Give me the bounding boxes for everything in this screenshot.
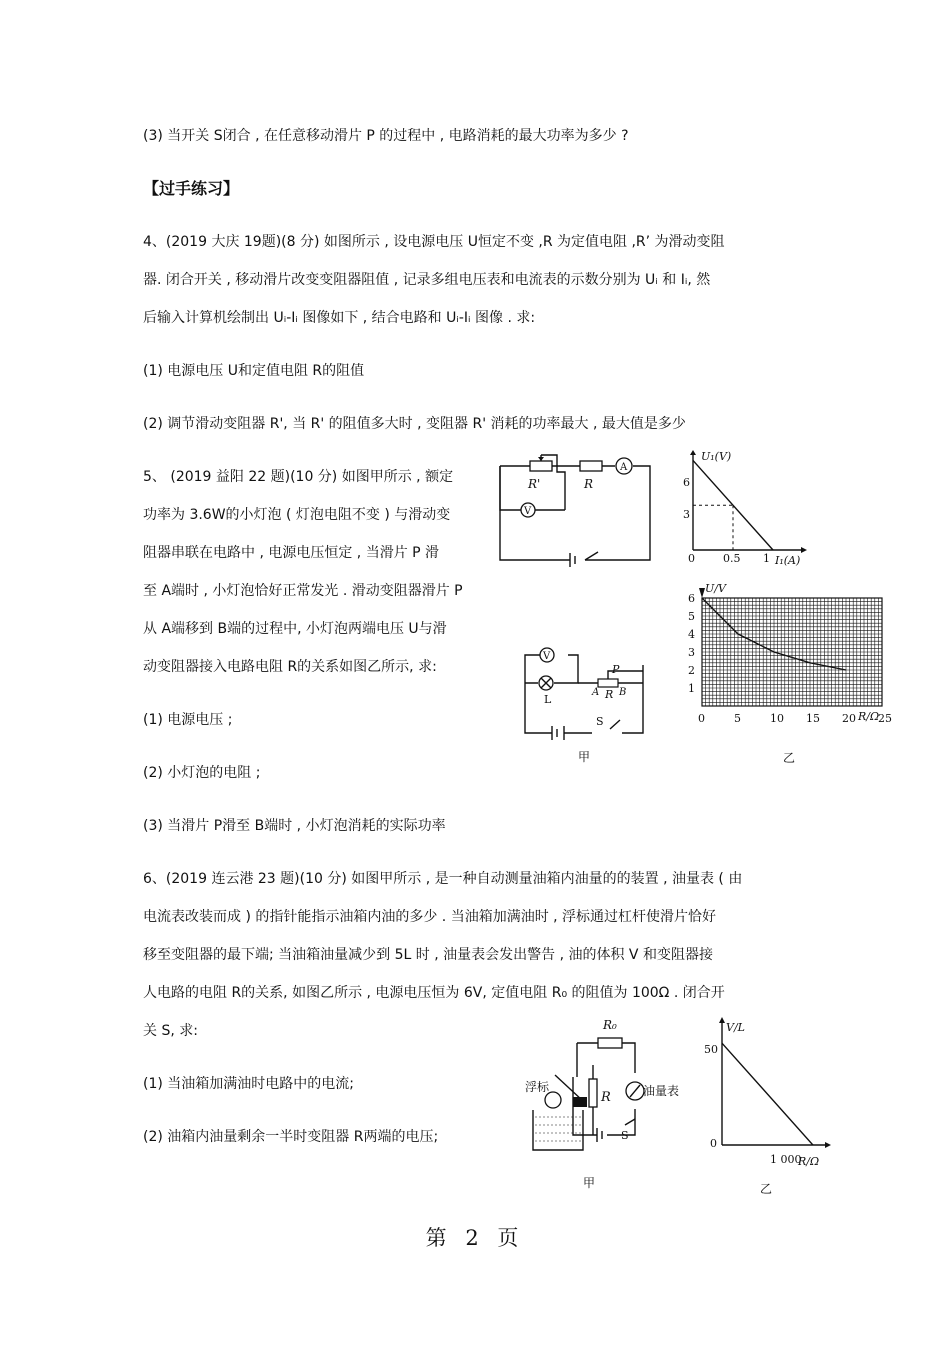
q6-caption-yi: 乙 bbox=[760, 1182, 773, 1196]
q6-xtick-1000: 1 000 bbox=[770, 1153, 802, 1166]
q5-circuit-diagram bbox=[520, 645, 660, 765]
q4-line-2: 器. 闭合开关 , 移动滑片改变变阻器阻值 , 记录多组电压表和电流表的示数分别为 Uᵢ 和 Iᵢ, 然 bbox=[143, 272, 711, 288]
q5-a-label: A bbox=[592, 687, 600, 698]
q6-line-2: 电流表改装而成 ) 的指针能指示油箱内油的多少 . 当油箱加满油时 , 浮标通过杠杆使滑片恰好 bbox=[143, 909, 717, 925]
q5-part1: (1) 电源电压 ; bbox=[143, 712, 233, 728]
q6-data-line bbox=[722, 1043, 813, 1145]
q6-line-5: 关 S, 求: bbox=[143, 1023, 198, 1039]
q6-graph-ylabel: V/L bbox=[726, 1021, 745, 1034]
q5-xtick-label: 15 bbox=[806, 712, 820, 725]
q6-part1: (1) 当油箱加满油时电路中的电流; bbox=[143, 1076, 354, 1092]
q6-switch-label: S bbox=[621, 1129, 629, 1142]
q6-meter-label: 油量表 bbox=[643, 1084, 680, 1098]
page-number: 第 2 页 bbox=[425, 1226, 525, 1250]
q6-r-label: R bbox=[601, 1090, 611, 1105]
q4-ytick-6: 6 bbox=[683, 476, 690, 489]
q5-line-1: 5、 (2019 益阳 22 题)(10 分) 如图甲所示 , 额定 bbox=[143, 469, 454, 485]
q4-ytick-3: 3 bbox=[683, 508, 690, 521]
q5-line-2: 功率为 3.6W的小灯泡 ( 灯泡电阻不变 ) 与滑动变 bbox=[143, 507, 451, 523]
q5-ytick-label: 6 bbox=[688, 592, 695, 605]
q4-ui-graph bbox=[683, 450, 813, 575]
q3-part3: (3) 当开关 S闭合 , 在任意移动滑片 P 的过程中 , 电路消耗的最大功率为多少 ? bbox=[143, 128, 629, 144]
q4-r-label: R bbox=[584, 477, 594, 491]
q4-circuit-diagram bbox=[490, 450, 665, 570]
q6-caption-jia: 甲 bbox=[583, 1176, 596, 1190]
q5-xtick-label: 0 bbox=[698, 712, 705, 725]
q4-xtick-1: 1 bbox=[763, 552, 770, 565]
q5-ytick-label: 4 bbox=[688, 628, 695, 641]
q5-line-4: 至 A端时 , 小灯泡恰好正常发光 . 滑动变阻器滑片 P bbox=[143, 583, 463, 599]
q5-grid bbox=[702, 598, 882, 706]
q5-part3: (3) 当滑片 P滑至 B端时 , 小灯泡消耗的实际功率 bbox=[143, 818, 446, 834]
q4-ammeter-label: A bbox=[620, 462, 628, 473]
q4-line-3: 后输入计算机绘制出 Uᵢ-Iᵢ 图像如下 , 结合电路和 Uᵢ-Iᵢ 图像 . 求: bbox=[143, 310, 536, 326]
q5-ytick-label: 2 bbox=[688, 664, 695, 677]
q5-line-6: 动变阻器接入电路电阻 R的关系如图乙所示, 求: bbox=[143, 659, 437, 675]
q5-graph-xlabel: R/Ω bbox=[858, 710, 880, 723]
q6-r0-label: R₀ bbox=[603, 1018, 617, 1032]
q6-circuit-diagram bbox=[525, 1015, 685, 1195]
q4-line-1: 4、(2019 大庆 19题)(8 分) 如图所示 , 设电源电压 U恒定不变 ,R 为定值电阻 ,R’ 为滑动变阻 bbox=[143, 234, 725, 250]
q5-line-5: 从 A端移到 B端的过程中, 小灯泡两端电压 U与滑 bbox=[143, 621, 447, 637]
q5-xtick-label: 20 bbox=[842, 712, 856, 725]
q5-graph-ylabel: U/V bbox=[705, 582, 726, 595]
section-heading: 【过手练习】 bbox=[143, 179, 240, 198]
q6-ytick-50: 50 bbox=[704, 1043, 718, 1056]
q6-part2: (2) 油箱内油量剩余一半时变阻器 R两端的电压; bbox=[143, 1129, 439, 1145]
q6-origin: 0 bbox=[710, 1137, 717, 1150]
q4-graph-xlabel: I₁(A) bbox=[775, 554, 801, 567]
q5-line-3: 阻器串联在电路中 , 电源电压恒定 , 当滑片 P 滑 bbox=[143, 545, 440, 561]
q4-graph-ylabel: U₁(V) bbox=[701, 450, 732, 463]
q5-switch-label: S bbox=[596, 715, 604, 728]
q5-caption-yi: 乙 bbox=[783, 751, 796, 765]
q5-ytick-label: 3 bbox=[688, 646, 695, 659]
q6-vr-graph bbox=[700, 1015, 840, 1200]
q6-line-3: 移至变阻器的最下端; 当油箱油量减少到 5L 时 , 油量表会发出警告 , 油的体积 V 和变阻器接 bbox=[143, 947, 713, 963]
q4-rprime-label: R' bbox=[528, 477, 541, 491]
q6-float-label: 浮标 bbox=[525, 1080, 550, 1094]
q5-lamp-label: L bbox=[544, 693, 552, 706]
q4-part1: (1) 电源电压 U和定值电阻 R的阻值 bbox=[143, 363, 365, 379]
q5-ur-graph bbox=[680, 580, 900, 770]
q4-xtick-0: 0 bbox=[688, 552, 695, 565]
q5-voltmeter-label: V bbox=[543, 651, 551, 662]
q6-line-4: 人电路的电阻 R的关系, 如图乙所示 , 电源电压恒为 6V, 定值电阻 R₀ 的阻值为 100Ω . 闭合开 bbox=[143, 985, 725, 1001]
q5-p-label: P bbox=[612, 663, 620, 676]
q4-part2: (2) 调节滑动变阻器 R', 当 R' 的阻值多大时 , 变阻器 R' 消耗的功率最大 , 最大值是多少 bbox=[143, 416, 686, 432]
q4-xtick-05: 0.5 bbox=[723, 552, 741, 565]
q5-xtick-label: 5 bbox=[734, 712, 741, 725]
q5-r-label: R bbox=[605, 688, 614, 701]
q4-voltmeter-label: V bbox=[524, 506, 532, 517]
q5-xtick-label: 10 bbox=[770, 712, 784, 725]
q5-ytick-label: 5 bbox=[688, 610, 695, 623]
q5-ytick-label: 1 bbox=[688, 682, 695, 695]
q6-graph-xlabel: R/Ω bbox=[798, 1155, 820, 1168]
q5-part2: (2) 小灯泡的电阻 ; bbox=[143, 765, 261, 781]
q6-line-1: 6、(2019 连云港 23 题)(10 分) 如图甲所示 , 是一种自动测量油箱内油量的的装置 , 油量表 ( 由 bbox=[143, 871, 743, 887]
q5-b-label: B bbox=[619, 687, 627, 698]
q5-xtick-label: 25 bbox=[878, 712, 892, 725]
q5-caption-jia: 甲 bbox=[578, 750, 591, 764]
